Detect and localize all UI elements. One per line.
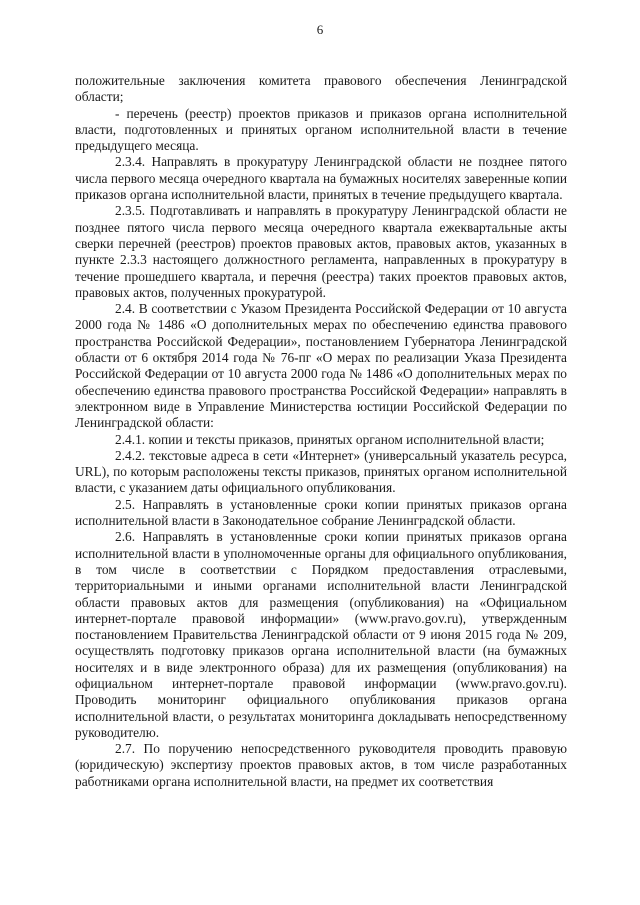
paragraph: 2.3.4. Направлять в прокуратуру Ленинградской области не позднее пятого числа первого месяца очередного квартала на бумажных носителях заверенные копии приказов органа исполнительной власти, принятых в течение предыдущего квартала. bbox=[75, 154, 567, 203]
paragraph: - перечень (реестр) проектов приказов и приказов органа исполнительной власти, подготовленных и принятых органом исполнительной власти в течение предыдущего месяца. bbox=[75, 105, 567, 154]
paragraph: 2.4.2. текстовые адреса в сети «Интернет» (универсальный указатель ресурса, URL), по которым расположены тексты приказов, принятых органом исполнительной власти, с указанием даты официального опубликования. bbox=[75, 447, 567, 496]
paragraph: 2.4. В соответствии с Указом Президента Российской Федерации от 10 августа 2000 года № 1486 «О дополнительных мерах по обеспечению единства правового пространства Российской Федерации», постановлением Губернатора Ленинградской области от 6 октября 2014 года № 76-пг «О мерах по реализации Указа Президента Российской Федерации от 10 августа 2000 года № 1486 «О дополнительных мерах по обеспечению единства правового пространства Российской Федерации» направлять в электронном виде в Управление Министерства юстиции Российской Федерации по Ленинградской области: bbox=[75, 301, 567, 431]
paragraph: 2.7. По поручению непосредственного руководителя проводить правовую (юридическую) экспертизу проектов правовых актов, в том числе разработанных работниками органа исполнительной власти, на предмет их соответствия bbox=[75, 741, 567, 789]
paragraph: положительные заключения комитета правового обеспечения Ленинградской области; bbox=[75, 73, 567, 105]
paragraph: 2.3.5. Подготавливать и направлять в прокуратуру Ленинградской области не позднее пятого числа первого месяца очередного квартала ежеквартальные акты сверки перечней (реестров) проектов правовых актов, правовых актов, указанных в пункте 2.3.3 настоящего должностного регламента, направленных в прокуратуру в течение прошедшего квартала, и перечня (реестра) таких проектов правовых актов, правовых актов, полученных прокуратурой. bbox=[75, 203, 567, 300]
paragraph: 2.6. Направлять в установленные сроки копии принятых приказов органа исполнительной власти в уполномоченные органы для официального опубликования, в том числе в соответствии с Порядком предоставления отраслевыми, территориальными и иными органами исполнительной власти Ленинградской области правовых актов для размещения (опубликования) на «Официальном интернет-портале правовой информации» (www.pravo.gov.ru), утвержденным постановлением Правительства Ленинградской области от 9 июня 2015 года № 209, осуществлять подготовку приказов органа исполнительной власти (на бумажных носителях и в виде электронного образа) для их размещения (опубликования) на официальном интернет-портале правовой информации (www.pravo.gov.ru). Проводить мониторинг официального опубликования приказов органа исполнительной власти, о результатах мониторинга докладывать непосредственному руководителю. bbox=[75, 529, 567, 740]
paragraph: 2.5. Направлять в установленные сроки копии принятых приказов органа исполнительной власти в Законодательное собрание Ленинградской области. bbox=[75, 496, 567, 529]
document-body bbox=[75, 73, 567, 790]
page-number: 6 bbox=[316, 22, 324, 37]
paragraph: 2.4.1. копии и тексты приказов, принятых органом исполнительной власти; bbox=[115, 431, 545, 447]
